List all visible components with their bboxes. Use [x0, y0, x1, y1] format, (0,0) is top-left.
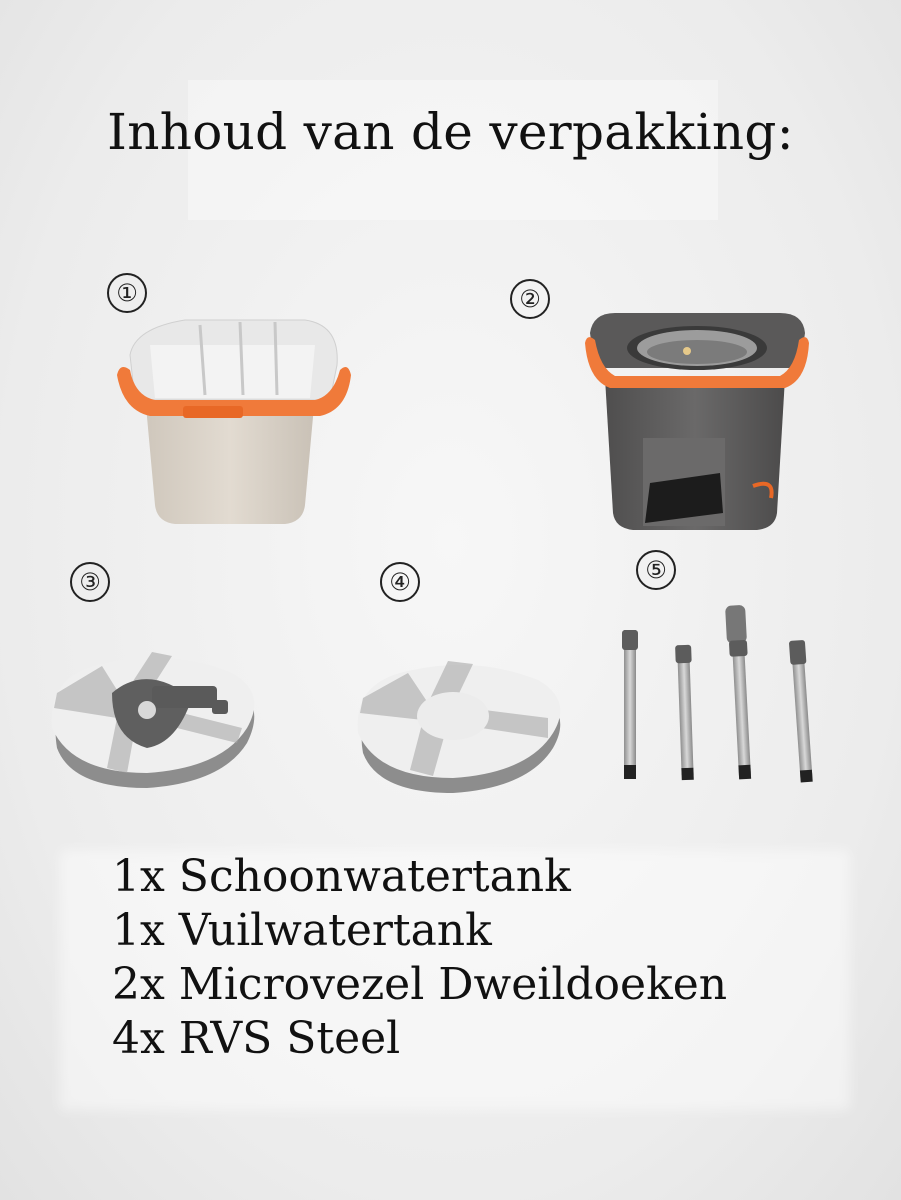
list-item: 1x Schoonwatertank: [112, 851, 571, 902]
list-item: 1x Vuilwatertank: [112, 905, 492, 956]
item-number-2: ②: [510, 279, 550, 319]
item-number-5: ⑤: [636, 550, 676, 590]
item-number-1: ①: [107, 273, 147, 313]
pole-1: [622, 630, 638, 779]
page-title: Inhoud van de verpakking:: [107, 103, 794, 161]
mop-pad-with-head-image: [42, 648, 264, 796]
spare-mop-pad-image: [348, 658, 570, 798]
pole-4: [789, 640, 815, 783]
list-item: 2x Microvezel Dweildoeken: [112, 959, 728, 1010]
list-item: 4x RVS Steel: [112, 1013, 401, 1064]
item-number-4: ④: [380, 562, 420, 602]
steel-poles-image: [605, 600, 850, 790]
clean-water-tank-image: [105, 300, 355, 535]
dirty-water-tank-image: [585, 308, 810, 536]
contents-list: [112, 850, 727, 1066]
pole-2: [675, 645, 696, 780]
pole-3: [725, 605, 754, 780]
item-number-3: ③: [70, 562, 110, 602]
